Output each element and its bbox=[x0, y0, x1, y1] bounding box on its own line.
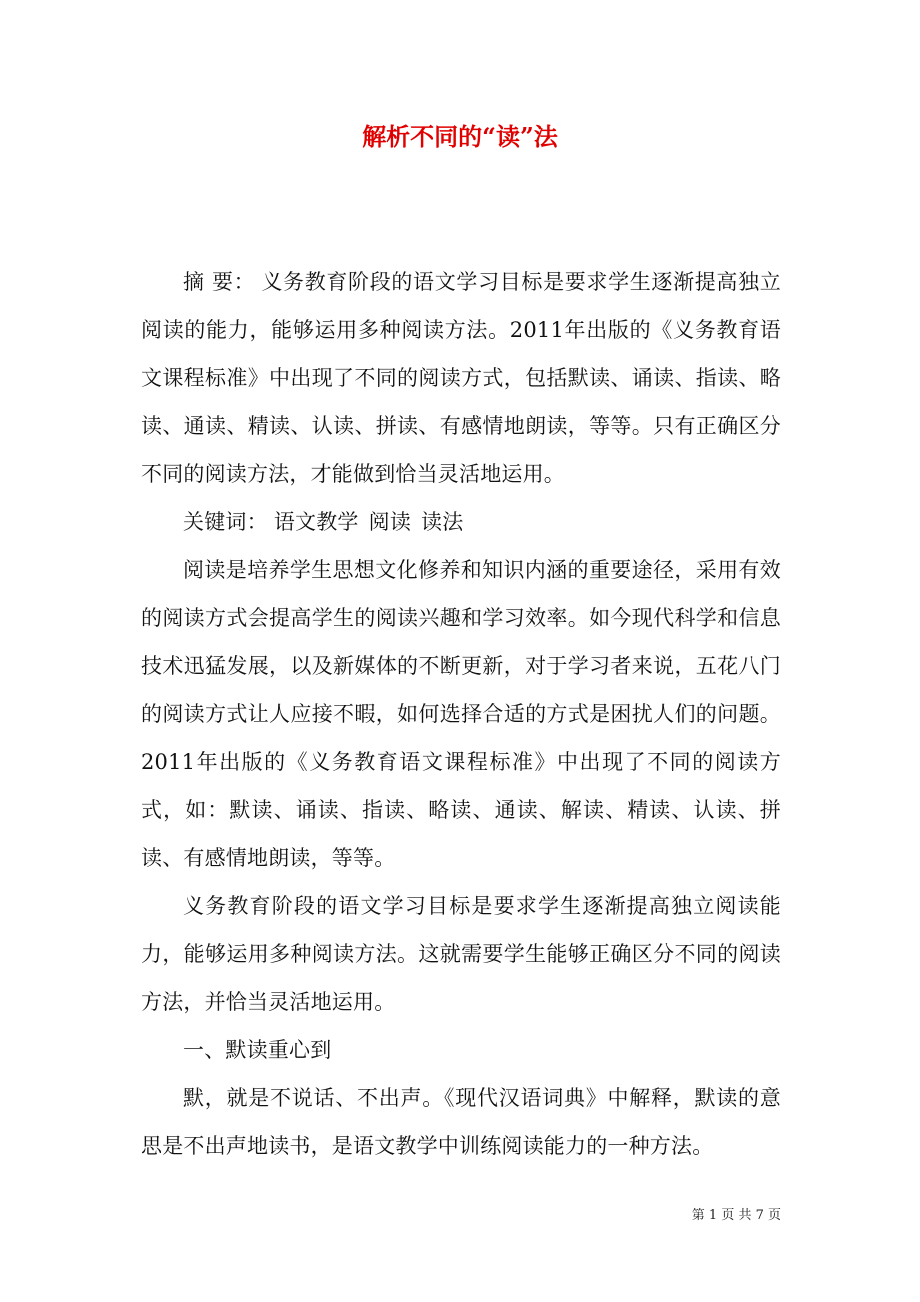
keywords-label: 关键词： bbox=[183, 510, 268, 534]
body-paragraph-3: 默，就是不说话、不出声。《现代汉语词典》中解释，默读的意思是不出声地读书，是语文教学中训练阅读能力的一种方法。 bbox=[141, 1086, 781, 1158]
abstract-paragraph bbox=[141, 258, 781, 498]
keywords-paragraph bbox=[141, 498, 781, 546]
body-paragraph-2: 义务教育阶段的语文学习目标是要求学生逐渐提高独立阅读能力，能够运用多种阅读方法。这就需要学生能够正确区分不同的阅读方法，并恰当灵活地运用。 bbox=[141, 894, 781, 1014]
abstract-label: 摘 要： bbox=[183, 270, 256, 294]
keyword-item: 语文教学 bbox=[273, 510, 359, 534]
section-heading-1: 一、默读重心到 bbox=[183, 1038, 332, 1062]
keyword-item: 读法 bbox=[421, 510, 464, 534]
document-title: 解析不同的“读”法 bbox=[362, 122, 558, 151]
abstract-text: 义务教育阶段的语文学习目标是要求学生逐渐提高独立阅读的能力，能够运用多种阅读方法。2011年出版的《义务教育语文课程标准》中出现了不同的阅读方式，包括默读、诵读、指读、略读、通读、精读、认读、拼读、有感情地朗读，等等。只有正确区分不同的阅读方法，才能做到恰当灵活地运用。 bbox=[141, 270, 781, 486]
body-paragraph-1: 阅读是培养学生思想文化修养和知识内涵的重要途径，采用有效的阅读方式会提高学生的阅读兴趣和学习效率。如今现代科学和信息技术迅猛发展，以及新媒体的不断更新，对于学习者来说，五花八门的阅读方式让人应接不暇，如何选择合适的方式是困扰人们的问题。2011年出版的《义务教育语文课程标准》中出现了不同的阅读方式，如：默读、诵读、指读、略读、通读、解读、精读、认读、拼读、有感情地朗读，等等。 bbox=[141, 558, 781, 870]
document-content bbox=[141, 258, 781, 1170]
page-footer: 第 1 页 共 7 页 bbox=[691, 1208, 781, 1223]
keyword-item: 阅读 bbox=[368, 510, 412, 534]
